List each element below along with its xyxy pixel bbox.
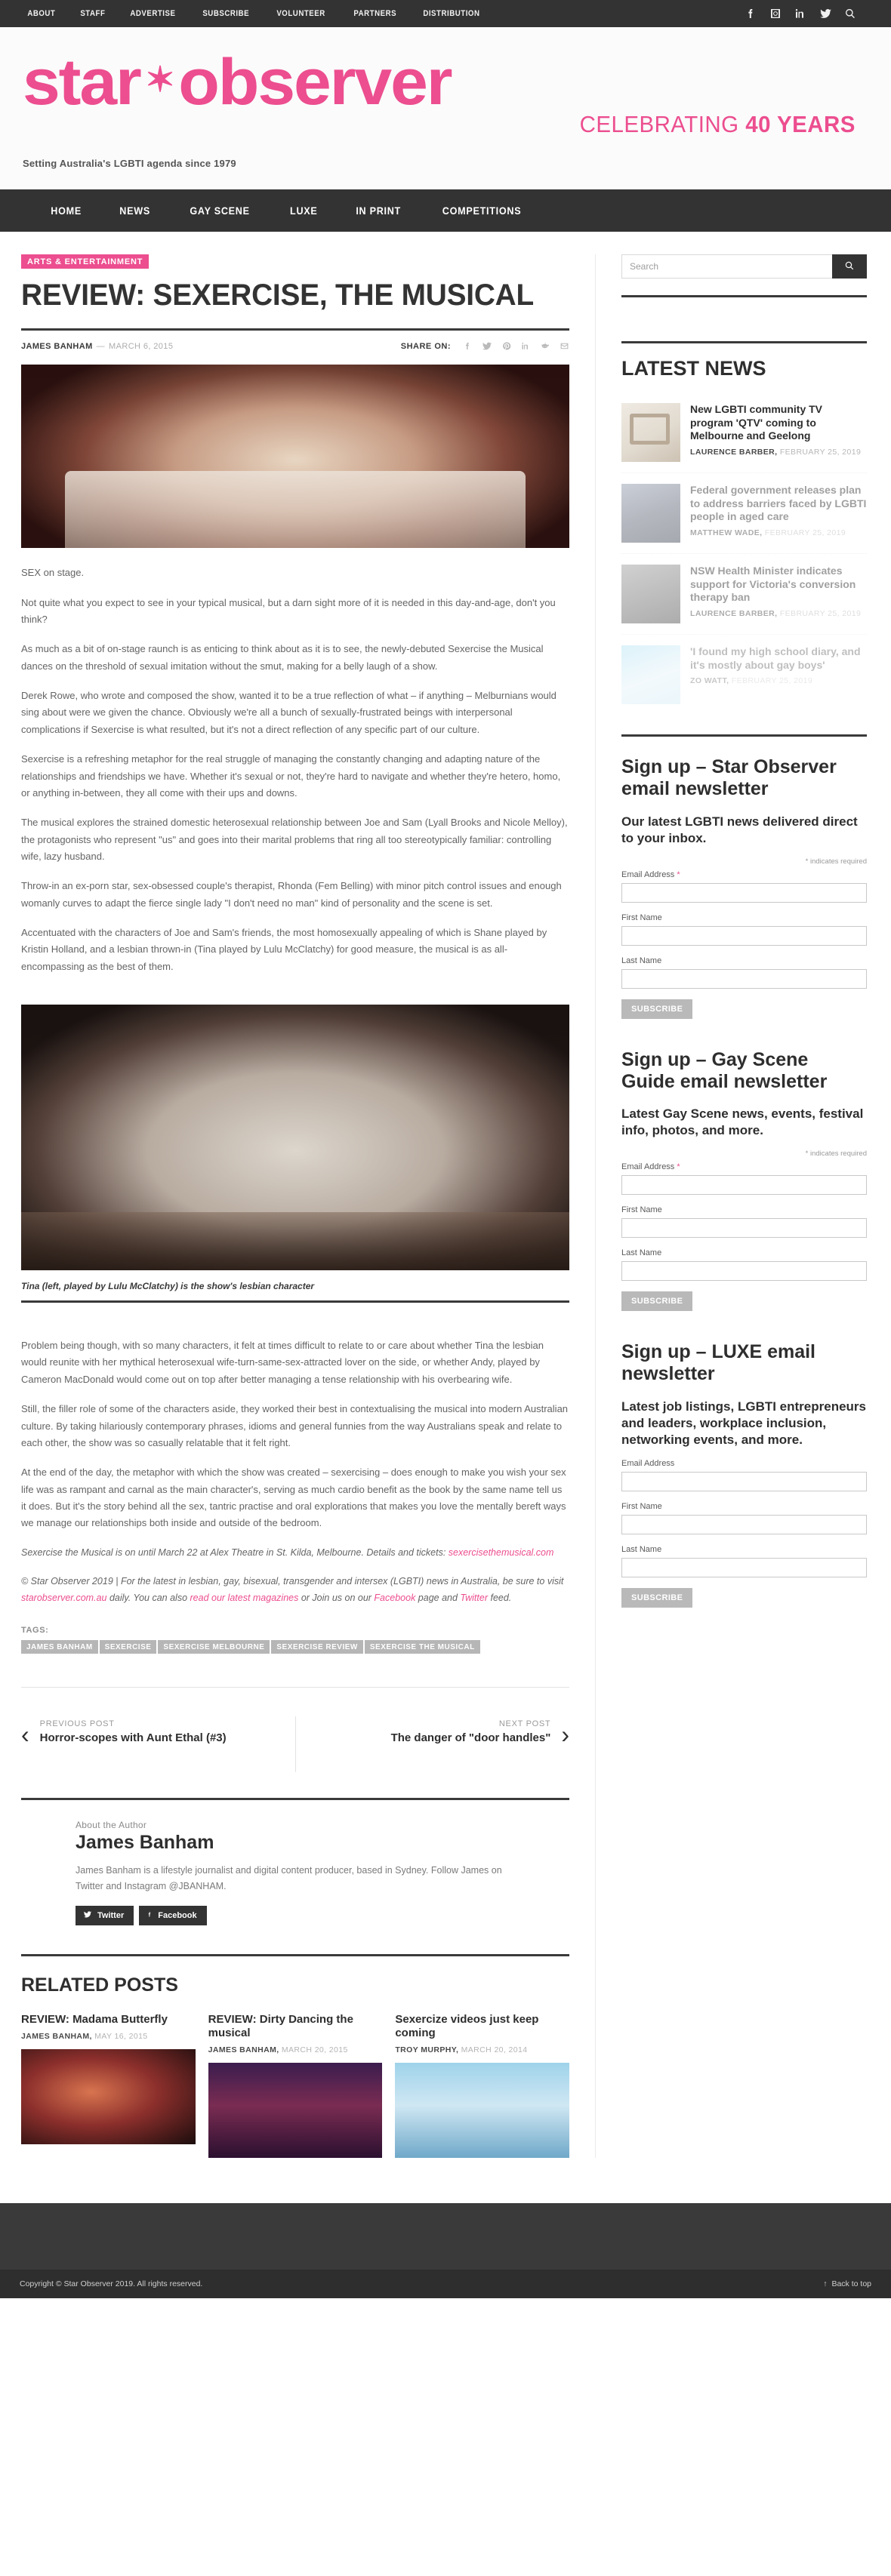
news-title: New LGBTI community TV program 'QTV' coming to Melbourne and Geelong xyxy=(690,403,823,442)
latest-news-list xyxy=(621,392,867,715)
article-paragraph: As much as a bit of on-stage raunch is as enticing to think about as it is to see, the newly-debuted Sexercise the Musical dances on the threshold of sexual imitation without the smut, making for a belly laugh of a show. xyxy=(21,643,544,672)
nav-item-news[interactable]: NEWS xyxy=(119,205,151,217)
news-thumbnail xyxy=(621,565,680,623)
tickets-link[interactable]: sexercisethemusical.com xyxy=(448,1547,554,1558)
email-label: Email Address xyxy=(621,1459,675,1469)
subscribe-button[interactable]: SUBSCRIBE xyxy=(621,1588,692,1608)
news-meta xyxy=(690,528,867,537)
last-name-label: Last Name xyxy=(621,1248,662,1258)
news-meta xyxy=(690,448,867,457)
latest-news-heading: LATEST NEWS xyxy=(621,357,766,380)
twitter-link[interactable]: Twitter xyxy=(460,1592,488,1603)
newsletter-heading: Sign up – LUXE email newsletter xyxy=(621,1341,815,1385)
byline-dash: — xyxy=(96,341,106,351)
required-note: * indicates required xyxy=(805,857,867,866)
subscribe-button[interactable]: SUBSCRIBE xyxy=(621,999,692,1019)
newsletter-signup-star-observer xyxy=(621,756,867,1019)
chevron-right-icon: › xyxy=(561,1721,569,1749)
celebrating-banner xyxy=(65,111,868,138)
nav-item-gay-scene[interactable]: GAY SCENE xyxy=(190,205,251,217)
first-name-field[interactable] xyxy=(621,1515,867,1534)
related-post-meta xyxy=(208,2045,383,2054)
logo-text-star: star xyxy=(23,46,140,118)
news-date: FEBRUARY 25, 2019 xyxy=(779,608,862,618)
required-note: * indicates required xyxy=(805,1150,867,1159)
page-title: REVIEW: SEXERCISE, THE MUSICAL xyxy=(21,279,535,312)
news-meta xyxy=(690,609,867,618)
last-name-field[interactable] xyxy=(621,1261,867,1281)
news-title: 'I found my high school diary, and it's mostly about gay boys' xyxy=(690,645,861,671)
related-post-date: MAY 16, 2015 xyxy=(94,2032,148,2042)
first-name-label: First Name xyxy=(621,1502,662,1512)
newsletter-subheading: Latest Gay Scene news, events, festival info, photos, and more. xyxy=(621,1106,864,1138)
subscribe-button[interactable]: SUBSCRIBE xyxy=(621,1291,692,1311)
chevron-left-icon: ‹ xyxy=(21,1721,29,1749)
related-post-title: REVIEW: Dirty Dancing the musical xyxy=(208,2012,353,2040)
sidebar-search-form xyxy=(621,254,867,279)
previous-post-link[interactable] xyxy=(21,1716,295,1772)
copyright-text-5: feed. xyxy=(488,1592,512,1603)
news-thumbnail xyxy=(621,645,680,704)
list-item[interactable] xyxy=(621,472,867,553)
article-paragraph: The musical explores the strained domestic heterosexual relationship between Joe and Sam (Lyall Brooks and Nicole Melloy), the protagonists who represent "us" and goes into their marital problems that ring all too stereotypically familiar: controlling wife, lazy husband. xyxy=(21,817,568,862)
search-icon[interactable] xyxy=(844,8,856,20)
article-paragraph: SEX on stage. xyxy=(21,567,85,579)
tags-label: TAGS: xyxy=(21,1626,49,1636)
article-paragraph: At the end of the day, the metaphor with which the show was created – sexercising – does enough to make you wish your sex life was as rampant and carnal as the main character's, serving as much cardio benefit as the book by the same name tell us it does. But it's the story behind all the sex, tantric practise and oral explorations that makes you love the mentally bereft ways we manage our relationships both inside and outside of the bedroom. xyxy=(21,1467,566,1529)
related-post-date: MARCH 20, 2014 xyxy=(461,2045,528,2055)
footer-copyright: Copyright © Star Observer 2019. All rights reserved. xyxy=(20,2279,203,2289)
related-post-meta xyxy=(21,2032,196,2041)
related-post-thumbnail xyxy=(21,2049,196,2144)
newsletter-signup-luxe xyxy=(621,1341,867,1608)
news-date: FEBRUARY 25, 2019 xyxy=(779,447,862,457)
twitter-icon xyxy=(83,1910,92,1921)
caption-divider xyxy=(21,1300,569,1303)
page-body xyxy=(0,232,891,2158)
article-paragraph: Sexercise is a refreshing metaphor for the real struggle of managing the constantly changing and adapting nature of the relationships and friendships we have. Whether it's sexual or not, they're hard to navigate and whether they're hetero, homo, or anything in-between, they all come with their ups and downs. xyxy=(21,753,561,799)
author-divider xyxy=(21,1798,569,1800)
news-author: LAURENCE BARBER, xyxy=(690,608,778,618)
copyright-text-2: daily. You can also xyxy=(106,1592,190,1603)
byline-author[interactable]: JAMES BANHAM xyxy=(21,341,93,351)
topnav-link-volunteer[interactable]: VOLUNTEER xyxy=(276,9,326,18)
news-thumbnail xyxy=(621,403,680,462)
news-date: FEBRUARY 25, 2019 xyxy=(731,676,813,686)
news-meta xyxy=(690,676,867,685)
sidebar xyxy=(595,254,867,2158)
back-to-top-button[interactable] xyxy=(823,2279,871,2288)
related-post-title: REVIEW: Madama Butterfly xyxy=(21,2012,168,2026)
linkedin-icon[interactable] xyxy=(794,8,806,20)
facebook-link[interactable]: Facebook xyxy=(374,1592,416,1603)
topnav-link-about[interactable]: ABOUT xyxy=(27,9,56,18)
author-bio-text: James Banham is a lifestyle journalist and digital content producer, based in Sydney. Follow James on Twitter and Instagram @JBANHAM. xyxy=(76,1865,502,1892)
news-author: LAURENCE BARBER, xyxy=(690,447,778,457)
required-asterisk: * xyxy=(677,869,680,879)
tag-item[interactable]: SEXERCISE xyxy=(100,1640,157,1654)
newsletter-divider xyxy=(621,734,867,737)
tag-item[interactable]: SEXERCISE MELBOURNE xyxy=(158,1640,270,1654)
news-date: FEBRUARY 25, 2019 xyxy=(764,528,846,537)
related-divider xyxy=(21,1954,569,1956)
required-asterisk: * xyxy=(677,1162,680,1172)
search-icon xyxy=(844,260,855,273)
title-divider xyxy=(21,328,569,331)
news-thumbnail xyxy=(621,484,680,543)
newsletter-heading: Sign up – Star Observer email newsletter xyxy=(621,756,837,799)
email-field[interactable] xyxy=(621,883,867,903)
first-name-label: First Name xyxy=(621,913,662,922)
tag-item[interactable]: SEXERCISE REVIEW xyxy=(271,1640,362,1654)
article-inline-image xyxy=(21,1005,569,1270)
top-utility-bar xyxy=(0,0,891,27)
celebrating-years: 40 YEARS xyxy=(745,111,856,138)
magazines-link[interactable]: read our latest magazines xyxy=(190,1592,299,1603)
logo-text-observer: observer xyxy=(178,46,452,118)
arrow-up-icon: ↑ xyxy=(823,2279,828,2289)
related-post-author: JAMES BANHAM, xyxy=(21,2032,92,2042)
email-label xyxy=(621,870,867,879)
starobserver-link[interactable]: starobserver.com.au xyxy=(21,1592,107,1603)
author-name[interactable]: James Banham xyxy=(76,1832,214,1854)
share-email-icon[interactable] xyxy=(560,341,569,351)
article-paragraph: Still, the filler role of some of the characters aside, they worked their best in contextualising the musical into modern Australian culture. By taking hilariously contemporary phrases, idioms and general funnies from the way Australians speak and relate to each other, the show was so casually relatable that it felt right. xyxy=(21,1403,569,1448)
related-post-card[interactable] xyxy=(208,2013,383,2159)
byline xyxy=(21,341,569,351)
first-name-label: First Name xyxy=(621,1205,662,1215)
author-facebook-button[interactable] xyxy=(139,1906,206,1925)
previous-post-kicker: PREVIOUS POST xyxy=(39,1719,115,1729)
first-name-field[interactable] xyxy=(621,926,867,946)
masthead xyxy=(0,27,891,189)
byline-date: MARCH 6, 2015 xyxy=(109,341,174,351)
main-navigation xyxy=(0,189,891,232)
related-post-card[interactable] xyxy=(21,2013,196,2159)
previous-post-title: Horror-scopes with Aunt Ethal (#3) xyxy=(39,1731,227,1745)
author-bio-box xyxy=(21,1820,569,1925)
first-name-field[interactable] xyxy=(621,1218,867,1238)
nav-item-luxe[interactable]: LUXE xyxy=(289,205,318,217)
related-post-card[interactable] xyxy=(395,2013,569,2159)
article-paragraph: Throw-in an ex-porn star, sex-obsessed couple's therapist, Rhonda (Fem Belling) with minor pitch control issues and enough womanly curves to adapt the fierce single lady "I don't need no man" kind of personality and the scene is set. xyxy=(21,880,562,909)
last-name-label: Last Name xyxy=(621,956,662,965)
footer-widgets xyxy=(0,2203,891,2270)
top-social-links xyxy=(745,8,873,20)
email-field[interactable] xyxy=(621,1472,867,1491)
share-linkedin-icon[interactable] xyxy=(521,341,530,351)
email-label xyxy=(621,1162,867,1171)
last-name-field[interactable] xyxy=(621,969,867,989)
sidebar-divider-top xyxy=(621,295,867,297)
site-tagline: Setting Australia's LGBTI agenda since 1979 xyxy=(23,158,236,170)
image-caption: Tina (left, played by Lulu McClatchy) is the show's lesbian character xyxy=(21,1281,315,1292)
footer-spacer xyxy=(0,2158,891,2203)
newsletter-subheading: Latest job listings, LGBTI entrepreneurs and leaders, workplace inclusion, networking events, and more. xyxy=(621,1399,866,1448)
news-author: MATTHEW WADE, xyxy=(690,528,763,537)
topnav-link-staff[interactable]: STAFF xyxy=(80,9,106,18)
article-column xyxy=(21,254,595,2158)
article-closing-note xyxy=(21,1545,569,1562)
tag-list xyxy=(21,1640,569,1654)
tag-item[interactable]: SEXERCISE THE MUSICAL xyxy=(365,1640,480,1654)
author-facebook-label: Facebook xyxy=(158,1910,197,1920)
next-post-kicker: NEXT POST xyxy=(498,1719,551,1729)
share-facebook-icon[interactable] xyxy=(463,341,472,351)
share-reddit-icon[interactable] xyxy=(540,341,550,351)
facebook-icon xyxy=(146,1910,153,1921)
list-item[interactable] xyxy=(621,392,867,472)
topnav-link-distribution[interactable]: DISTRIBUTION xyxy=(423,9,480,18)
footer-bottom-bar xyxy=(0,2270,891,2298)
sidebar-divider-bottom xyxy=(621,341,867,343)
email-field[interactable] xyxy=(621,1175,867,1195)
star-icon: ✶ xyxy=(144,60,174,100)
copyright-text-3: or Join us on our xyxy=(298,1592,375,1603)
article-paragraph: Accentuated with the characters of Joe and Sam's friends, the most homosexually appealing of which is Shane played by Kristin Holland, and a lesbian thrown-in (Tina played by Lulu McClatchy) for good measure, the musical is as all-encompassing as the best of them. xyxy=(21,927,547,972)
newsletter-subheading: Our latest LGBTI news delivered direct to your inbox. xyxy=(621,814,858,845)
facebook-icon[interactable] xyxy=(745,8,757,20)
category-badge[interactable]: ARTS & ENTERTAINMENT xyxy=(21,254,149,269)
article-paragraph: Not quite what you expect to see in your typical musical, but a darn sight more of it is needed in this day-and-age, don't you think? xyxy=(21,596,556,626)
article-paragraph: Problem being though, with so many characters, it felt at times difficult to relate to or care about whether Tina the lesbian would reunite with her mythical heterosexual wife-turn-same-sex-attracted lover on the side, or whether Andy, played by Cameron MacDonald would come out on top after better managing a tense relationship with his overbearing wife. xyxy=(21,1340,544,1385)
article-hero-image xyxy=(21,365,569,548)
related-post-title: Sexercize videos just keep coming xyxy=(395,2012,539,2040)
last-name-field[interactable] xyxy=(621,1558,867,1577)
back-to-top-label: Back to top xyxy=(831,2279,871,2289)
news-title: NSW Health Minister indicates support for Victoria's conversion therapy ban xyxy=(690,565,856,604)
news-title: Federal government releases plan to address barriers faced by LGBTI people in aged care xyxy=(690,484,867,523)
author-twitter-button[interactable] xyxy=(76,1906,134,1925)
closing-text: Sexercise the Musical is on until March 22 at Alex Theatre in St. Kilda, Melbourne. Details and tickets: xyxy=(21,1547,449,1558)
newsletter-heading: Sign up – Gay Scene Guide email newsletter xyxy=(621,1048,828,1092)
related-post-thumbnail xyxy=(208,2063,383,2158)
copyright-text-1: © Star Observer 2019 | For the latest in lesbian, gay, bisexual, transgender and intersex (LGBTI) news in Australia, be sure to visit xyxy=(21,1576,564,1587)
email-label-text: Email Address xyxy=(621,1162,675,1172)
instagram-icon[interactable] xyxy=(769,8,782,20)
site-logo[interactable] xyxy=(23,46,868,138)
related-post-thumbnail xyxy=(395,2063,569,2158)
post-pagination xyxy=(21,1716,569,1772)
tag-item[interactable]: JAMES BANHAM xyxy=(21,1640,98,1654)
copyright-text-4: page and xyxy=(415,1592,461,1603)
search-input[interactable] xyxy=(621,254,832,279)
article-paragraph: Derek Rowe, who wrote and composed the show, wanted it to be a true reflection of what – if anything – Melburnians would sing about were we given the chance. Obviously we're all a bunch of sexually-frustrated beings with interpersonal complications if Sexercise is what resulted, but it's not a direct reflection of any specific part of our culture. xyxy=(21,690,556,735)
celebrating-prefix: CELEBRATING xyxy=(579,111,746,138)
twitter-icon[interactable] xyxy=(819,8,831,20)
related-posts-heading: RELATED POSTS xyxy=(21,1974,178,1996)
share-label: SHARE ON: xyxy=(400,341,451,351)
nav-item-in-print[interactable]: IN PRINT xyxy=(356,205,402,217)
logo-wordmark xyxy=(23,46,891,118)
share-pinterest-icon[interactable] xyxy=(502,341,511,351)
next-post-title: The danger of "door handles" xyxy=(390,1731,551,1745)
list-item[interactable] xyxy=(621,634,867,715)
top-utility-nav xyxy=(18,9,499,18)
next-post-link[interactable] xyxy=(295,1716,569,1772)
related-post-author: JAMES BANHAM, xyxy=(208,2045,279,2055)
email-label-text: Email Address xyxy=(621,869,675,879)
related-post-author: TROY MURPHY, xyxy=(395,2045,459,2055)
search-submit-button[interactable] xyxy=(832,254,867,279)
newsletter-signup-gay-scene-guide xyxy=(621,1049,867,1312)
related-posts-grid xyxy=(21,2013,569,2159)
nav-item-home[interactable]: HOME xyxy=(51,205,82,217)
share-twitter-icon[interactable] xyxy=(482,341,492,351)
article-copyright-note xyxy=(21,1574,569,1606)
tags-divider xyxy=(21,1687,569,1688)
related-post-date: MARCH 20, 2015 xyxy=(281,2045,348,2055)
last-name-label: Last Name xyxy=(621,1545,662,1555)
author-twitter-label: Twitter xyxy=(97,1910,125,1920)
list-item[interactable] xyxy=(621,553,867,634)
topnav-link-subscribe[interactable]: SUBSCRIBE xyxy=(202,9,250,18)
related-post-meta xyxy=(395,2045,569,2054)
news-author: ZO WATT, xyxy=(690,676,729,686)
topnav-link-advertise[interactable]: ADVERTISE xyxy=(130,9,176,18)
topnav-link-partners[interactable]: PARTNERS xyxy=(353,9,396,18)
share-bar xyxy=(401,341,569,351)
about-the-author-label: About the Author xyxy=(76,1820,147,1831)
nav-item-competitions[interactable]: COMPETITIONS xyxy=(442,205,522,217)
author-social-buttons xyxy=(76,1906,569,1925)
